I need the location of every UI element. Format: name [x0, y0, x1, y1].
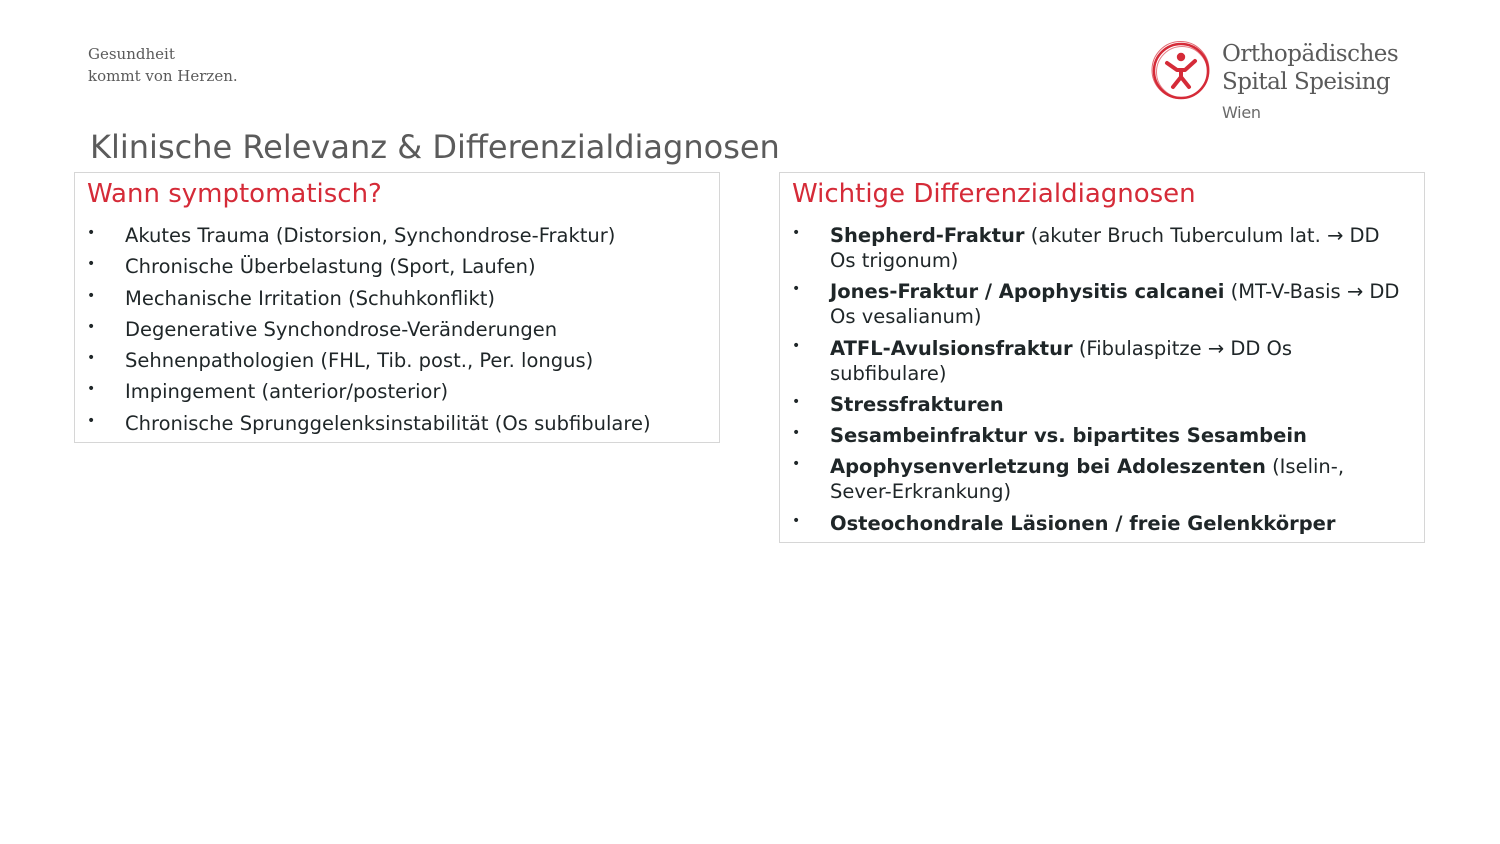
slogan-line-2: kommt von Herzen.	[88, 67, 238, 85]
logo-line-2: Spital Speising	[1222, 69, 1391, 95]
bullet-icon: •	[792, 225, 801, 241]
list-item-text: Sehnenpathologien (FHL, Tib. post., Per. longus)	[125, 349, 594, 373]
slogan	[88, 43, 238, 87]
bullet-icon: •	[792, 512, 801, 529]
list-item-text: Chronische Überbelastung (Sport, Laufen)	[125, 255, 536, 279]
list-item-text: Chronische Sprunggelenksinstabilität (Os subfibulare)	[125, 411, 651, 435]
list-item	[790, 423, 1408, 448]
symptomatic-heading: Wann symptomatisch?	[87, 179, 382, 209]
bullet-icon: •	[792, 393, 801, 410]
list-item-detail: (akuter Bruch Tuberculum lat. → DD Os trigonum)	[830, 224, 1380, 272]
logo-line-1: Orthopädisches	[1222, 41, 1399, 67]
symptomatic-box	[74, 172, 720, 443]
list-item	[85, 379, 703, 404]
bullet-icon: •	[792, 456, 801, 473]
list-item	[790, 511, 1408, 536]
list-item-bold: ATFL-Avulsionsfraktur	[830, 336, 1073, 360]
bullet-icon: •	[792, 281, 801, 298]
list-item-text: Degenerative Synchondrose-Veränderungen	[125, 317, 558, 341]
list-item	[85, 286, 703, 311]
list-item	[790, 279, 1408, 329]
list-item-bold: Jones-Fraktur / Apophysitis calcanei	[830, 280, 1225, 304]
differential-list	[790, 223, 1408, 542]
list-item-bold: Apophysenverletzung bei Adoleszenten	[830, 455, 1266, 479]
list-item-detail: (MT-V-Basis → DD Os vesalianum)	[830, 280, 1400, 329]
bullet-icon: •	[87, 412, 96, 429]
logo-figure-icon	[1150, 40, 1212, 102]
bullet-icon: •	[87, 225, 96, 241]
list-item	[790, 392, 1408, 417]
list-item	[85, 254, 703, 279]
bullet-icon: •	[87, 350, 96, 367]
list-item	[85, 223, 703, 248]
bullet-icon: •	[87, 256, 96, 273]
list-item-text: Mechanische Irritation (Schuhkonflikt)	[125, 286, 495, 310]
list-item	[790, 454, 1408, 504]
logo-wordmark	[1222, 40, 1398, 96]
bullet-icon: •	[87, 318, 96, 335]
symptomatic-list	[85, 223, 703, 442]
page-title: Klinische Relevanz & Differenzialdiagnosen	[90, 128, 780, 166]
list-item-detail: (Fibulaspitze → DD Os subfibulare)	[830, 336, 1293, 385]
bullet-icon: •	[792, 337, 801, 354]
list-item-bold: Stressfrakturen	[830, 392, 1004, 416]
list-item-text: Impingement (anterior/posterior)	[125, 380, 449, 404]
list-item-detail: (Iselin-, Sever-Erkrankung)	[830, 455, 1345, 504]
list-item	[790, 223, 1408, 273]
differential-heading: Wichtige Differenzialdiagnosen	[792, 179, 1196, 209]
hospital-logo	[1150, 40, 1430, 130]
list-item	[790, 336, 1408, 386]
bullet-icon: •	[87, 287, 96, 304]
differential-box	[779, 172, 1425, 543]
slogan-line-1: Gesundheit	[88, 45, 175, 63]
list-item-bold: Sesambeinfraktur vs. bipartites Sesambein	[830, 424, 1307, 448]
list-item	[85, 317, 703, 342]
list-item	[85, 411, 703, 436]
list-item-text: Akutes Trauma (Distorsion, Synchondrose-Fraktur)	[125, 224, 616, 247]
bullet-icon: •	[792, 425, 801, 442]
list-item-bold: Shepherd-Fraktur	[830, 224, 1025, 247]
list-item	[85, 348, 703, 373]
list-item-bold: Osteochondrale Läsionen / freie Gelenkkörper	[830, 511, 1336, 535]
bullet-icon: •	[87, 381, 96, 398]
logo-city: Wien	[1222, 103, 1261, 122]
